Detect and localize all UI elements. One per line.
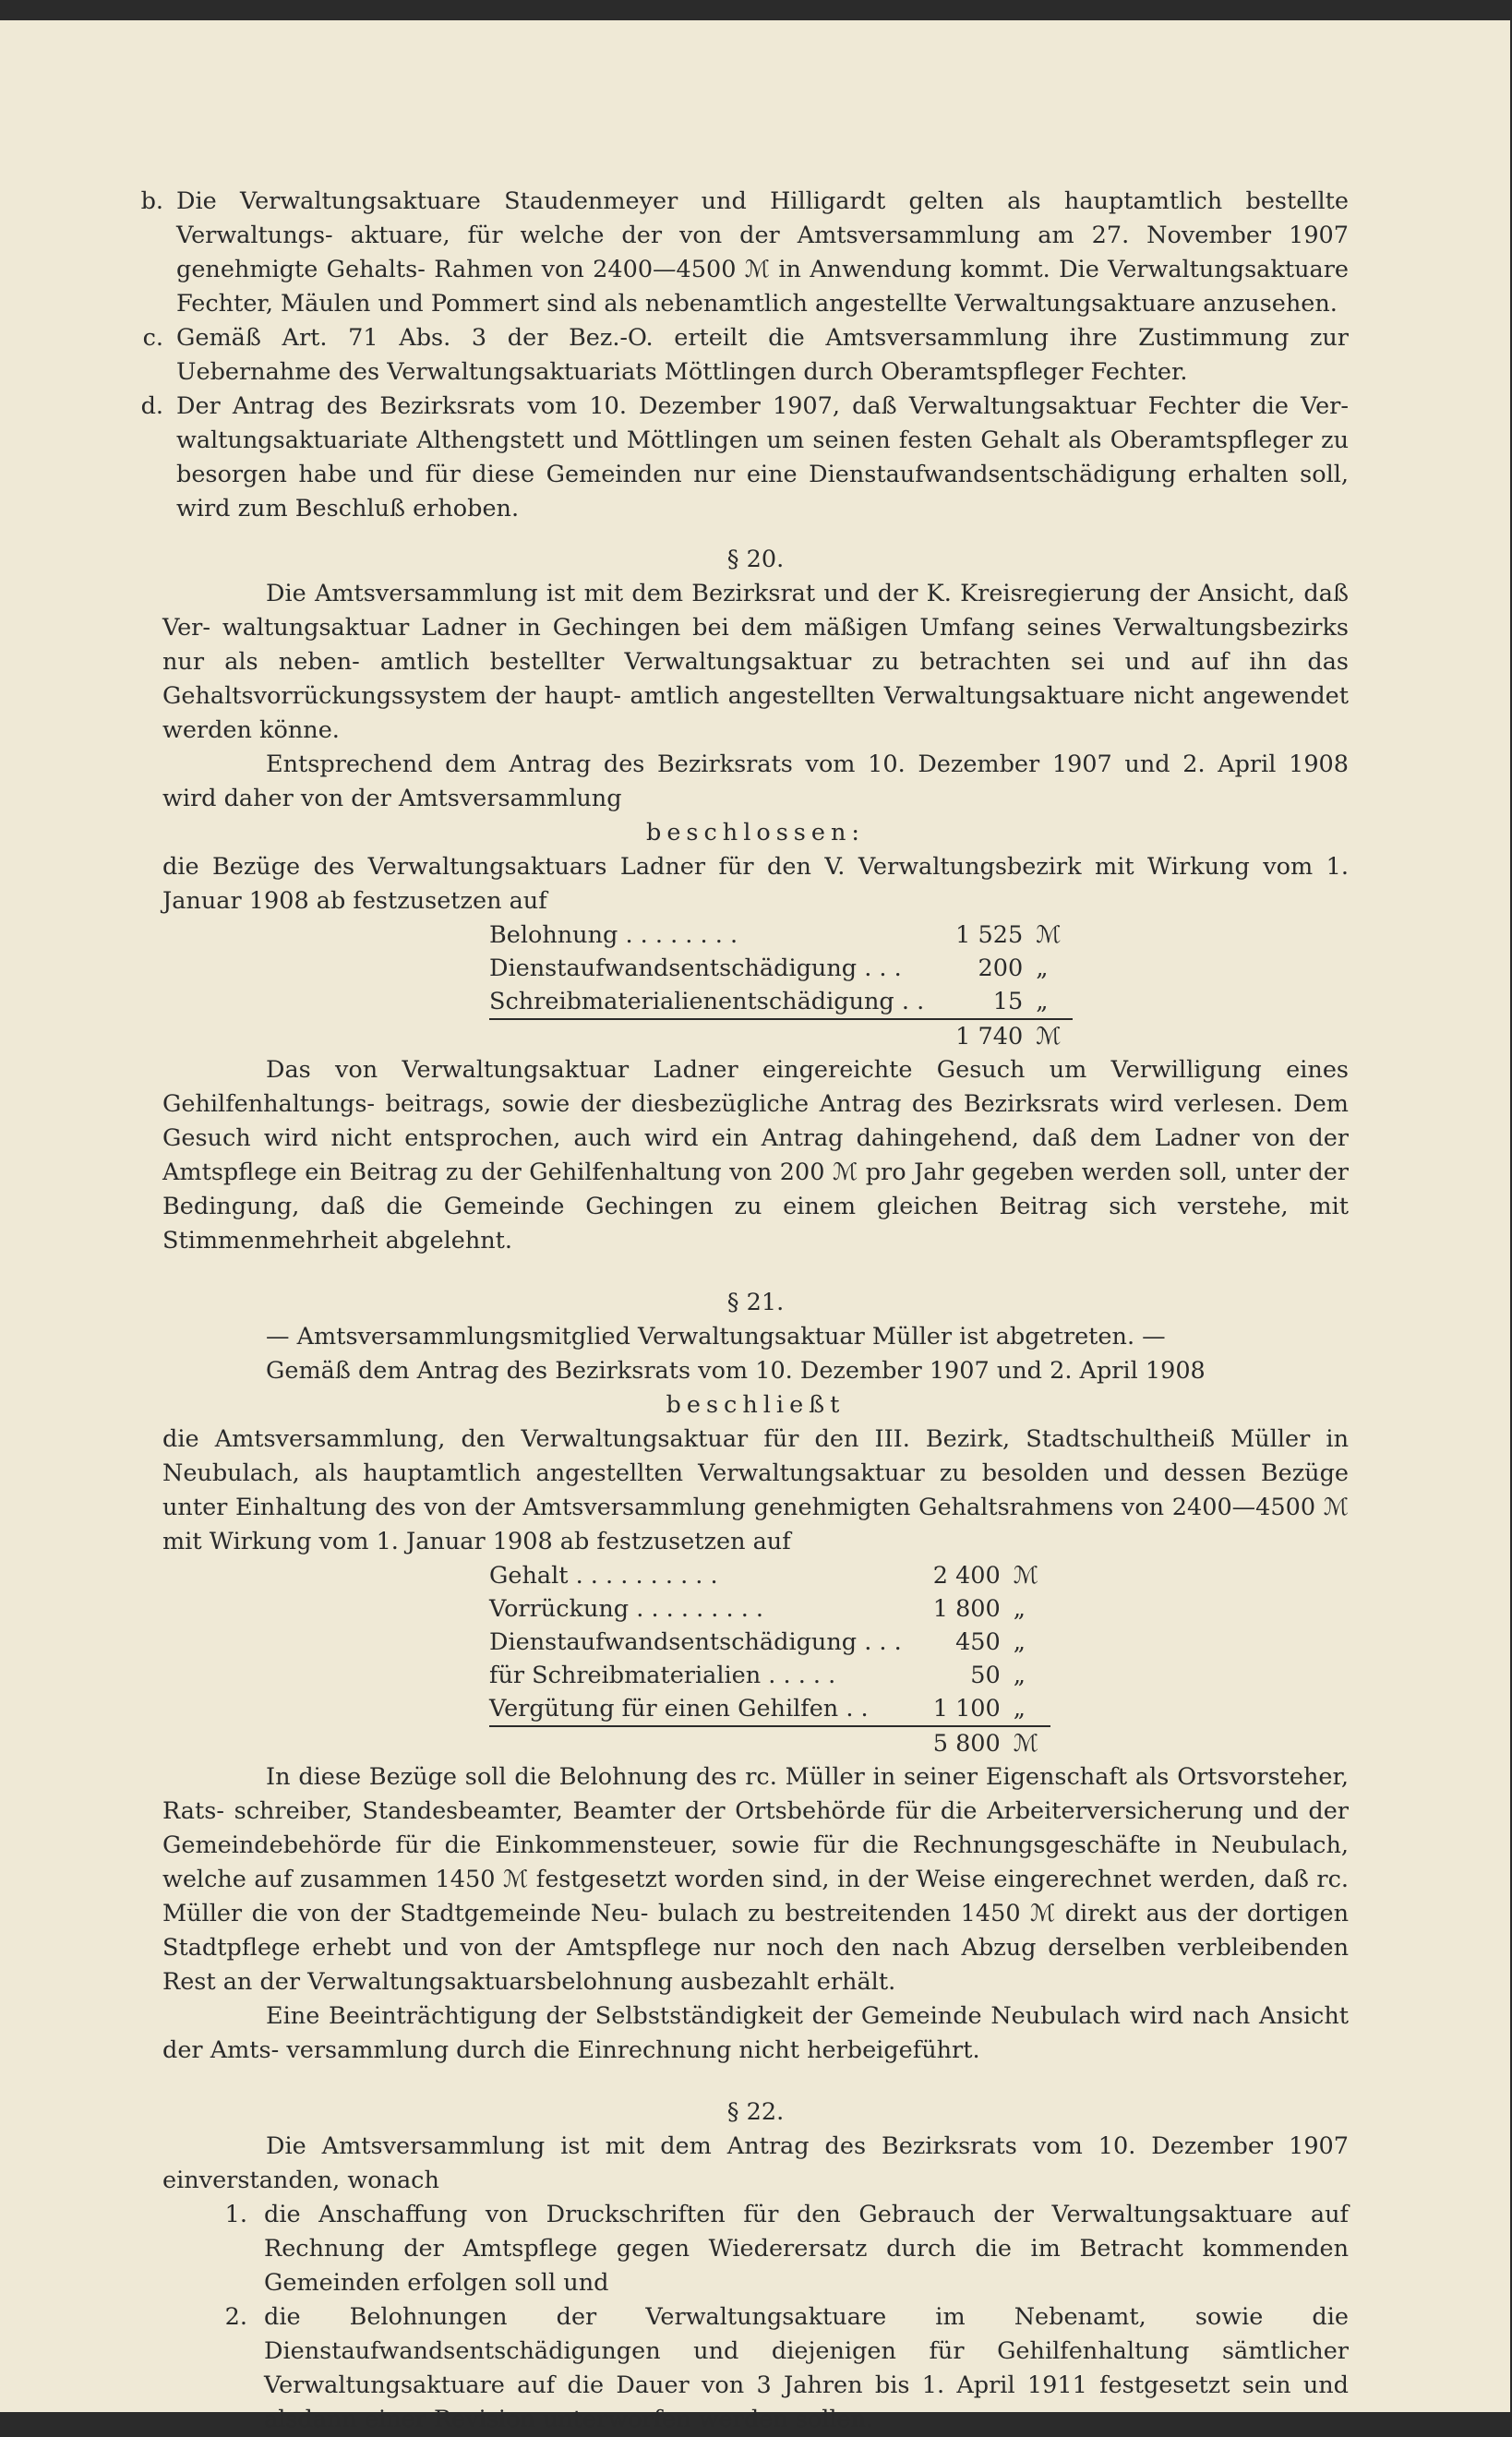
item-mark: 2. (224, 2303, 247, 2331)
table-row (489, 1626, 1050, 1659)
section-heading-22: § 22. (726, 2098, 785, 2126)
row-unit: „ (1013, 1628, 1026, 1656)
paragraph: In diese Bezüge soll die Belohnung des rc. Müller in seiner Eigenschaft als Ortsvorsteher, Rats- schreiber, Standesbeamter, Beamter der Ortsbehörde für die Arbeiterversicherung und der Gemeindebehörde für die Einkommensteuer, sowie für die Rechnungsgeschäfte in Neubulach, welche auf zusammen 1450 ℳ festgesetzt worden sind, in der Weise eingerechnet werden, daß rc. Müller die von der Stadtgemeinde Neu- bulach zu bestreitenden 1450 ℳ direkt aus der dortigen Stadtpflege erhebt und von der Amtspflege nur noch den nach Abzug derselben verbleibenden Rest an der Verwaltungsaktuarsbelohnung ausbezahlt erhält. (162, 1763, 1349, 1996)
row-amount: 1 800 (932, 1595, 1001, 1623)
table-row (489, 952, 1073, 985)
row-amount: 1 525 (955, 921, 1024, 949)
list-item (140, 390, 1349, 526)
row-amount: 450 (955, 1628, 1001, 1656)
list-item (162, 2300, 1349, 2437)
row-amount: 200 (978, 954, 1024, 982)
paragraph: Eine Beeinträchtigung der Selbstständigkeit der Gemeinde Neubulach wird nach Ansicht der Amts- versammlung durch die Einrechnung nicht herbeigeführt. (162, 2002, 1349, 2064)
page-content (140, 185, 1349, 2437)
item-text: die Anschaffung von Druckschriften für den Gebrauch der Verwaltungsaktuare auf Rechnung der Amtspflege gegen Wiederersatz durch die im Betracht kommenden Gemeinden erfolgen soll und (264, 2201, 1349, 2297)
list-item (140, 185, 1349, 321)
item-text: die Belohnungen der Verwaltungsaktuare im Nebenamt, sowie die Dienstaufwandsentschädigungen und diejenigen für Gehilfenhaltung sämtlicher Verwaltungsaktuare auf die Dauer von 3 Jahren bis 1. April 1911 festgesetzt sein und alsdann einer Revision unterworfen werden sollen. (264, 2303, 1349, 2433)
list-item (142, 321, 1349, 390)
paragraph: die Bezüge des Verwaltungsaktuars Ladner für den V. Verwaltungsbezirk mit Wirkung vom 1. Januar 1908 ab festzusetzen auf (162, 853, 1349, 915)
paragraph: Die Amtsversammlung ist mit dem Bezirksrat und der K. Kreisregierung der Ansicht, daß Ver- waltungsaktuar Ladner in Gechingen bei dem mäßigen Umfang seines Verwaltungsbezirks nur als neben- amtlich bestellter Verwaltungsaktuar zu betrachten sei und auf ihn das Gehaltsvorrückungssystem der haupt- amtlich angestellten Verwaltungsaktuare nicht angewendet werden könne. (162, 580, 1349, 744)
table-row (489, 1692, 1050, 1726)
row-amount: 15 (992, 988, 1024, 1015)
total-row (489, 1726, 1050, 1760)
row-label: Vorrückung . . . . . . . . . (489, 1595, 764, 1623)
resolution-word: beschließt (666, 1391, 846, 1419)
row-unit: „ (1013, 1662, 1026, 1689)
item-mark: b. (140, 187, 163, 215)
total-unit: ℳ (1023, 1019, 1073, 1053)
paragraph: Entsprechend dem Antrag des Bezirksrats vom 10. Dezember 1907 und 2. April 1908 wird daher von der Amtsversammlung (162, 750, 1349, 812)
salary-table (489, 918, 1073, 1053)
row-unit: ℳ (1036, 921, 1062, 949)
item-text: Gemäß Art. 71 Abs. 3 der Bez.-O. erteilt die Amtsversammlung ihre Zustimmung zur Uebernahme des Verwaltungsaktuariats Möttlingen durch Oberamtspfleger Fechter. (176, 324, 1349, 386)
resolution-word: beschlossen: (646, 819, 865, 846)
item-text: Die Verwaltungsaktuare Staudenmeyer und Hilligardt gelten als hauptamtlich bestellte Verwaltungs- aktuare, für welche der von der Amtsversammlung am 27. November 1907 genehmigte Gehalts- Rahmen von 2400—4500 ℳ in Anwendung kommt. Die Verwaltungsaktuare Fechter, Mäulen und Pommert sind als nebenamtlich angestellte Verwaltungsaktuare anzusehen. (176, 187, 1349, 318)
row-unit: „ (1013, 1695, 1026, 1723)
row-label: Dienstaufwandsentschädigung . . . (489, 954, 902, 982)
section-heading-21: § 21. (726, 1289, 785, 1316)
row-label: Vergütung für einen Gehilfen . . (489, 1695, 869, 1723)
list-item (162, 2198, 1349, 2300)
scan-border (0, 0, 1512, 20)
table-row (489, 1592, 1050, 1626)
row-unit: ℳ (1013, 1562, 1039, 1590)
document-page (0, 20, 1510, 2433)
row-amount: 1 100 (932, 1695, 1001, 1723)
paragraph: die Amtsversammlung, den Verwaltungsaktuar für den III. Bezirk, Stadtschultheiß Müller in Neubulach, als hauptamtlich angestellten Verwaltungsaktuar zu besolden und dessen Bezüge unter Einhaltung des von der Amtsversammlung genehmigten Gehaltsrahmens von 2400—4500 ℳ mit Wirkung vom 1. Januar 1908 ab festzusetzen auf (162, 1425, 1349, 1555)
section-heading-20: § 20. (726, 546, 785, 573)
item-mark: 1. (224, 2201, 247, 2228)
row-amount: 2 400 (932, 1562, 1001, 1590)
row-amount: 50 (970, 1662, 1001, 1689)
item-text: Der Antrag des Bezirksrats vom 10. Dezember 1907, daß Verwaltungsaktuar Fechter die Ver- waltungsaktuariate Althengstett und Möttlingen um seinen festen Gehalt als Oberamtspfleger zu besorgen habe und für diese Gemeinden nur eine Dienstaufwandsentschädigung erhalten soll, wird zum Beschluß erhoben. (176, 392, 1349, 522)
row-unit: „ (1036, 954, 1049, 982)
row-label: Schreibmaterialienentschädigung . . (489, 988, 925, 1015)
row-label: Gehalt . . . . . . . . . . (489, 1562, 718, 1590)
table-row (489, 1559, 1050, 1592)
numbered-list (162, 2198, 1349, 2437)
table-row (489, 918, 1073, 952)
table-row (489, 1659, 1050, 1692)
row-label: Belohnung . . . . . . . . (489, 921, 738, 949)
row-label: für Schreibmaterialien . . . . . (489, 1662, 836, 1689)
row-unit: „ (1013, 1595, 1026, 1623)
row-label: Dienstaufwandsentschädigung . . . (489, 1628, 902, 1656)
paragraph: Die Amtsversammlung ist mit dem Antrag des Bezirksrats vom 10. Dezember 1907 einverstanden, wonach (162, 2132, 1349, 2194)
paragraph: Das von Verwaltungsaktuar Ladner eingereichte Gesuch um Verwilligung eines Gehilfenhaltungs- beitrags, sowie der diesbezügliche Antrag des Bezirksrats wird verlesen. Dem Gesuch wird nicht entsprochen, auch wird ein Antrag dahingehend, daß dem Ladner von der Amtspflege ein Beitrag zu der Gehilfenhaltung von 200 ℳ pro Jahr gegeben werden soll, unter der Bedingung, daß die Gemeinde Gechingen zu einem gleichen Beitrag sich verstehe, mit Stimmenmehrheit abgelehnt. (162, 1056, 1349, 1255)
item-mark: d. (140, 392, 163, 420)
total-unit: ℳ (1001, 1726, 1050, 1760)
item-mark: c. (142, 324, 163, 352)
note: — Amtsversammlungsmitglied Verwaltungsaktuar Müller ist abgetreten. — (266, 1323, 1166, 1351)
row-unit: „ (1036, 988, 1049, 1015)
salary-table (489, 1559, 1050, 1760)
total-row (489, 1019, 1073, 1053)
total-amount: 5 800 (902, 1726, 1001, 1760)
total-amount: 1 740 (924, 1019, 1023, 1053)
table-row (489, 985, 1073, 1019)
paragraph: Gemäß dem Antrag des Bezirksrats vom 10. Dezember 1907 und 2. April 1908 (266, 1357, 1206, 1385)
